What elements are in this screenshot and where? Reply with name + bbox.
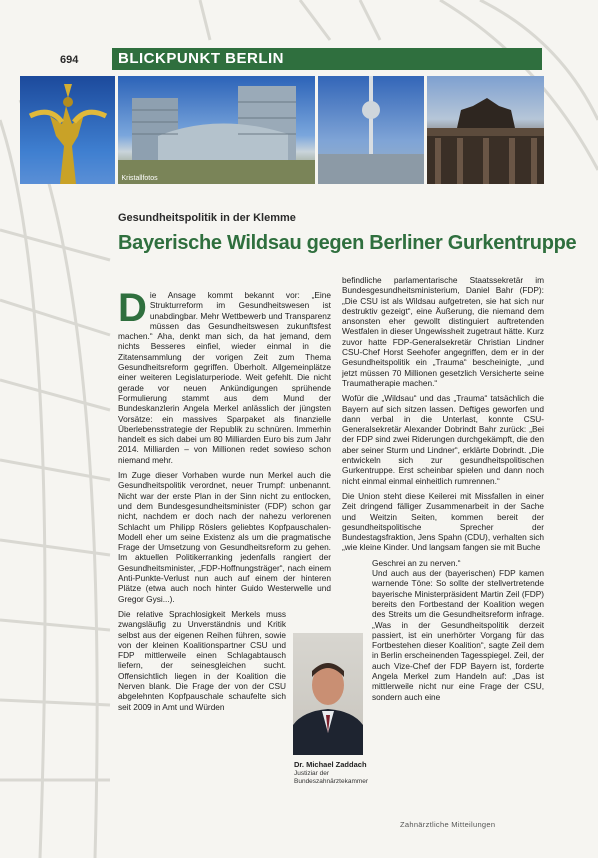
paragraph: Die Ansage kommt bekannt vor: „Eine Strukturreform im Gesundheitswesen ist unabdingbar. Mehr Wettbewerb und Transparenz müssen das Gesundheitswesen zukunftsfest machen.“ Aha, denkt man sich, da hat jemand, dem nichts Besseres einfiel, wieder einmal in die Zitatensammlung der vorigen Zeit zum Thema Gesundheitsreform gegriffen. Überholt. Allgemeinplätze einer weiteren Legislaturperiode. Weit gefehlt. Die nicht gerade vor neuen Ankündigungen sprühende Formulierung stammt aus dem Mund der Bundeskanzlerin Angela Merkel anlässlich der jüngsten Vorsätze: ein massives Sparpaket als finanzielle Überlebensstrategie der Republik zu schnüren. Immerhin handelt es sich dabei um 80 Milliarden Euro bis zum Jahr 2014. Milliarden – von Millionen redet sowieso schon niemand mehr.	[118, 286, 331, 465]
article-headline: Bayerische Wildsau gegen Berliner Gurkentruppe	[118, 232, 577, 254]
paragraph: Und auch aus der (bayerischen) FDP kamen warnende Töne: So sollte der stellvertretende bayerische Ministerpräsident Martin Zeil (FDP) bereits den Fortbestand der Koalition wegen des Streits um die Gesundheitsreform infrage. „Was in der Gesundheitspolitik derzeit passiert, ist ein unerhörter Vorgang für das Fortbestehen dieser Koalition“, sagte Zeil dem in Berlin erscheinenden Tagesspiegel. Zeil, der auch Vize-Chef der FDP Bayern ist, forderte Angela Merkel zum Handeln auf: „Das ist mittlerweile nicht nur eine Frage der CSU, sondern auch eine	[372, 568, 544, 702]
berlin-hauptbahnhof-photo	[118, 76, 315, 184]
article-column-2	[342, 275, 544, 707]
paragraph: Wofür die „Wildsau“ und das „Trauma“ tatsächlich die Bayern auf sich sitzen lassen. Deftiges geworfen und dann verbal in die Unterlast, konnte CSU-Generalsekretär Alexander Dobrindt Bahr zurück: „Bei der FDP sind zwei Riderungen durchgekämpft, die den aber seiner Sturm und Lindner“, erklärte Dobrindt. „Die entwickeln sich zur gesundheitspolitischen Gurkentruppe. Erst scheinbar spielen und dann noch nicht einmal einmal einheitlich rumrennen.“	[342, 393, 544, 486]
paragraph: Geschrei an zu nerven.“	[372, 557, 461, 568]
photo-credit: Kristallfotos	[121, 175, 158, 182]
portrait-caption-name: Dr. Michael Zaddach	[294, 760, 367, 769]
page-number: 694	[60, 54, 79, 66]
paragraph: Die relative Sprachlosigkeit Merkels muss zwangsläufig zu Unverständnis und Kritik selbst aus der eigenen Reihen führen, sowie von der kleinen Koalitionspartner CSU und FDP mittlerweile einen Schlagabtausch liefern, der seinesgleichen sucht. Offensichtlich liegen in der Koalition die Nerven blank. Die Frage der von der CSU abgelehnten Kopfpauschale schaufelte sich seit 2009 in Amt und Würden	[118, 608, 286, 712]
drop-cap: D	[118, 286, 147, 330]
paragraph: Im Zuge dieser Vorhaben wurde nun Merkel auch die Gesundheitspolitik verordnet, neuer Trumpf: unbenannt. Nicht war der erste Plan in der Sinn nicht zu entlocken, und dem Bundesgesundheitsminister (FDP) schon gar nicht, nachdem er doch nach der nahezu verlorenen Schlacht um Philipp Röslers geliebtes Kopfpauschalen-Modell eher um seine Existenz als um die pragmatische Frage der Umsetzung von Gesundheitsreform zu gehen. Im aktuellen Politikerranking jedenfalls rangiert der Gesundheitsminister, „FDP-Hoffnungsträger“, nach einem Anti-Punkte-Verlust nun auch auf einem der hinteren Plätze (etwa auch noch hinter Guido Westerwelle und Gregor Gysi...).	[118, 470, 331, 604]
victory-column-statue-photo	[20, 76, 115, 184]
paragraph: Die Union steht diese Keilerei mit Missfallen in einer Zeit dringend fälliger Zusammenarbeit in der Sache und Weitzin Seiten, kommen bereit der gesundheitspolitische Sprecher der Bundestagsfraktion, Jens Spahn (CDU), verhalten sich „wie kleine Kinder. Und langsam fangen sie mit Buche	[342, 490, 544, 553]
page-footer: Zahnärztliche Mitteilungen	[400, 820, 496, 829]
photo-strip	[20, 76, 544, 184]
brandenburg-gate-quadriga-photo	[427, 76, 544, 184]
article-kicker: Gesundheitspolitik in der Klemme	[118, 212, 296, 224]
tv-tower-photo	[318, 76, 423, 184]
section-header: BLICKPUNKT BERLIN	[112, 48, 542, 70]
portrait-photo	[293, 633, 363, 755]
paragraph: befindliche parlamentarische Staatssekretär im Bundesgesundheitsministerium, Daniel Bahr (FDP): „Die CSU ist als Wildsau aufgetreten, sie hat sich nur destruktiv gezeigt“, eine Äußerung, die niemand dem ansonsten eher gewollt distinguiert auftretenden Westfalen in dieser Ungewissheit zugetraut hätte. Kurz zuvor hatte FDP-Generalsekretär Christian Lindner CSU-Chef Horst Seehofer angegriffen, dem er in der Gesundheitspolitik ein „Trauma“ bescheinigte, „und jetzt müssen 70 Millionen gesetzlich Versicherte seine Traumatherapie machen.“	[342, 275, 544, 388]
portrait-caption-role: Justiziar der Bundeszahnärztekammer	[294, 770, 369, 785]
